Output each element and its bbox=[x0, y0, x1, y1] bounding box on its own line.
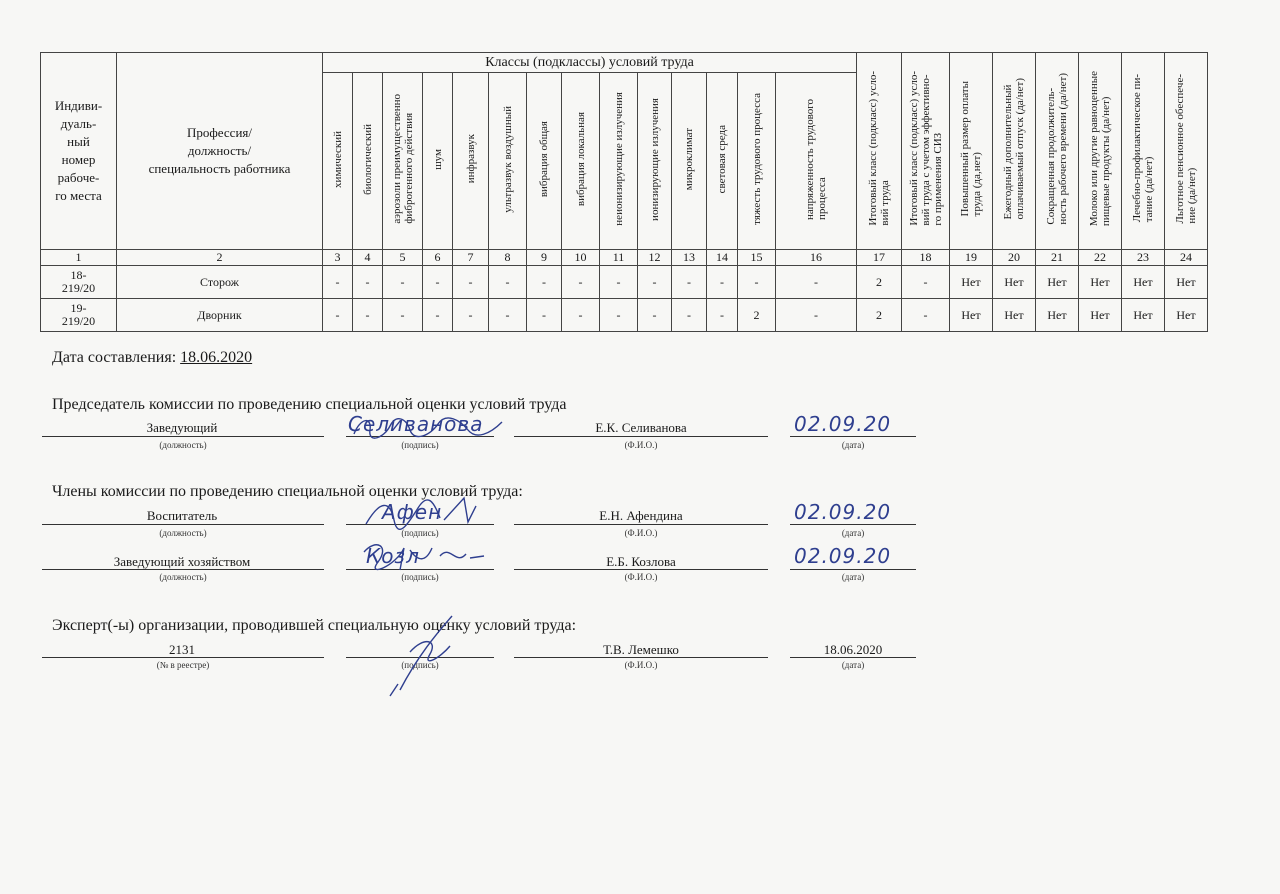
table-cell: - bbox=[423, 299, 453, 332]
expert-date-caption: (дата) bbox=[841, 660, 865, 670]
header-factor-2: аэрозоли преимущественно фиброгенного действия bbox=[383, 73, 423, 250]
table-cell: - bbox=[527, 299, 562, 332]
column-number: 12 bbox=[638, 250, 672, 266]
header-factor-0: химический bbox=[323, 73, 353, 250]
table-cell: Нет bbox=[1036, 266, 1079, 299]
member-1-signature-stroke bbox=[360, 494, 480, 534]
table-cell: - bbox=[562, 299, 600, 332]
header-workplace-id: Индиви- дуаль- ный номер рабоче- го места bbox=[41, 53, 117, 250]
table-cell: - bbox=[353, 299, 383, 332]
chairman-position-line bbox=[42, 436, 324, 437]
header-tail-5: Молоко или другие равноценные пищевые продукты (да/нет) bbox=[1079, 53, 1122, 250]
table-cell: - bbox=[353, 266, 383, 299]
chairman-date-caption: (дата) bbox=[841, 440, 865, 450]
header-tail-0: Итоговый класс (подкласс) усло- вий труда bbox=[857, 53, 902, 250]
table-cell: - bbox=[323, 299, 353, 332]
member-1-name-line bbox=[514, 524, 768, 525]
column-number: 23 bbox=[1122, 250, 1165, 266]
table-cell: - bbox=[383, 299, 423, 332]
member-2-signature-stroke bbox=[356, 536, 486, 576]
column-number: 19 bbox=[950, 250, 993, 266]
workplace-id-cell: 18- 219/20 bbox=[41, 266, 117, 299]
member-2-position-caption: (должность) bbox=[159, 572, 207, 582]
expert-name: Т.В. Лемешко bbox=[603, 642, 679, 657]
table-cell: Нет bbox=[993, 266, 1036, 299]
chairman-title: Председатель комиссии по проведению специальной оценки условий труда bbox=[52, 396, 567, 413]
member-1-date: 02.09.20 bbox=[794, 500, 892, 524]
table-cell: Нет bbox=[993, 299, 1036, 332]
table-cell: Нет bbox=[1165, 266, 1208, 299]
column-number: 8 bbox=[489, 250, 527, 266]
chairman-date: 02.09.20 bbox=[794, 412, 892, 436]
member-2-signature-caption: (подпись) bbox=[401, 572, 439, 582]
header-factor-7: вибрация локальная bbox=[562, 73, 600, 250]
member-2-name: Е.Б. Козлова bbox=[606, 554, 676, 569]
chairman-signature: Селиванова bbox=[348, 412, 484, 436]
column-number: 11 bbox=[600, 250, 638, 266]
table-cell: - bbox=[902, 299, 950, 332]
header-tail-1: Итоговый класс (подкласс) усло- вий труда с учетом эффективно- го применения СИЗ bbox=[902, 53, 950, 250]
header-factor-11: световая среда bbox=[707, 73, 738, 250]
table-cell: - bbox=[600, 299, 638, 332]
expert-registry: 2131 bbox=[169, 642, 195, 657]
table-cell: - bbox=[707, 266, 738, 299]
chairman-position-caption: (должность) bbox=[159, 440, 207, 450]
compilation-date-label: Дата составления: bbox=[52, 349, 177, 366]
table-cell: Нет bbox=[1079, 266, 1122, 299]
column-number: 22 bbox=[1079, 250, 1122, 266]
expert-registry-line bbox=[42, 657, 324, 658]
expert-registry-caption: (№ в реестре) bbox=[156, 660, 210, 670]
table-cell: 2 bbox=[857, 266, 902, 299]
table-cell: - bbox=[383, 266, 423, 299]
member-1-name: Е.Н. Афендина bbox=[599, 508, 683, 523]
table-cell: - bbox=[453, 266, 489, 299]
table-cell: - bbox=[562, 266, 600, 299]
table-cell: - bbox=[453, 299, 489, 332]
table-cell: - bbox=[776, 299, 857, 332]
table-cell: Нет bbox=[1036, 299, 1079, 332]
header-conditions-group: Классы (подклассы) условий труда bbox=[323, 53, 857, 73]
expert-date-line bbox=[790, 657, 916, 658]
expert-date: 18.06.2020 bbox=[823, 642, 883, 657]
column-number: 21 bbox=[1036, 250, 1079, 266]
column-number: 15 bbox=[738, 250, 776, 266]
table-cell: 2 bbox=[857, 299, 902, 332]
member-1-signature-caption: (подпись) bbox=[401, 528, 439, 538]
chairman-name-caption: (Ф.И.О.) bbox=[624, 440, 658, 450]
table-cell: - bbox=[902, 266, 950, 299]
table-cell: - bbox=[323, 266, 353, 299]
header-factor-12: тяжесть трудового процесса bbox=[738, 73, 776, 250]
table-row bbox=[41, 266, 1208, 299]
expert-name-caption: (Ф.И.О.) bbox=[624, 660, 658, 670]
table-cell: - bbox=[672, 299, 707, 332]
member-1-position-line bbox=[42, 524, 324, 525]
table-cell: Нет bbox=[1165, 299, 1208, 332]
table-cell: - bbox=[527, 266, 562, 299]
table-cell: - bbox=[672, 266, 707, 299]
table-cell: - bbox=[489, 299, 527, 332]
member-2-date-line bbox=[790, 569, 916, 570]
member-1-name-caption: (Ф.И.О.) bbox=[624, 528, 658, 538]
member-2-name-line bbox=[514, 569, 768, 570]
table-row bbox=[41, 299, 1208, 332]
table-cell: - bbox=[638, 299, 672, 332]
table-cell: Нет bbox=[1079, 299, 1122, 332]
header-tail-2: Повышенный размер оплаты труда (да,нет) bbox=[950, 53, 993, 250]
table-cell: Нет bbox=[950, 299, 993, 332]
table-cell: - bbox=[423, 266, 453, 299]
header-tail-4: Сокращенная продолжитель- ность рабочего времени (да/нет) bbox=[1036, 53, 1079, 250]
expert-name-line bbox=[514, 657, 768, 658]
member-2-position-line bbox=[42, 569, 324, 570]
column-number: 5 bbox=[383, 250, 423, 266]
member-2-date: 02.09.20 bbox=[794, 544, 892, 568]
table-cell: Нет bbox=[950, 266, 993, 299]
sout-results-table bbox=[40, 52, 1208, 332]
member-2-signature: Козл bbox=[366, 544, 420, 568]
header-factor-3: шум bbox=[423, 73, 453, 250]
table-cell: 2 bbox=[738, 299, 776, 332]
header-factor-6: вибрация общая bbox=[527, 73, 562, 250]
header-factor-10: микроклимат bbox=[672, 73, 707, 250]
column-number: 9 bbox=[527, 250, 562, 266]
member-1-position-caption: (должность) bbox=[159, 528, 207, 538]
members-title: Члены комиссии по проведению специальной оценки условий труда: bbox=[52, 483, 523, 500]
header-factor-5: ультразвук воздушный bbox=[489, 73, 527, 250]
table-cell: - bbox=[638, 266, 672, 299]
profession-cell: Сторож bbox=[117, 266, 323, 299]
header-factor-1: биологический bbox=[353, 73, 383, 250]
column-number: 18 bbox=[902, 250, 950, 266]
column-number: 16 bbox=[776, 250, 857, 266]
table-cell: - bbox=[738, 266, 776, 299]
expert-title: Эксперт(-ы) организации, проводившей специальную оценку условий труда: bbox=[52, 617, 577, 634]
header-tail-3: Ежегодный дополнительный оплачиваемый отпуск (да/нет) bbox=[993, 53, 1036, 250]
table-cell: Нет bbox=[1122, 266, 1165, 299]
member-1-date-line bbox=[790, 524, 916, 525]
table-cell: - bbox=[707, 299, 738, 332]
table-cell: - bbox=[600, 266, 638, 299]
column-number: 6 bbox=[423, 250, 453, 266]
chairman-name-line bbox=[514, 436, 768, 437]
chairman-name: Е.К. Селиванова bbox=[595, 420, 687, 435]
column-number: 14 bbox=[707, 250, 738, 266]
chairman-date-line bbox=[790, 436, 916, 437]
chairman-position: Заведующий bbox=[146, 420, 218, 435]
table-cell: Нет bbox=[1122, 299, 1165, 332]
header-tail-6: Лечебно-профилактическое пи- тание (да/нет) bbox=[1122, 53, 1165, 250]
column-number: 24 bbox=[1165, 250, 1208, 266]
column-number-row bbox=[41, 250, 1208, 266]
column-number: 1 bbox=[41, 250, 117, 266]
member-1-position: Воспитатель bbox=[146, 508, 218, 523]
header-tail-7: Льготное пенсионное обеспече- ние (да/нет) bbox=[1165, 53, 1208, 250]
table-cell: - bbox=[489, 266, 527, 299]
member-1-date-caption: (дата) bbox=[841, 528, 865, 538]
column-number: 20 bbox=[993, 250, 1036, 266]
column-number: 17 bbox=[857, 250, 902, 266]
header-factor-13: напряженность трудового процесса bbox=[776, 73, 857, 250]
compilation-date bbox=[52, 349, 252, 367]
column-number: 13 bbox=[672, 250, 707, 266]
profession-cell: Дворник bbox=[117, 299, 323, 332]
column-number: 10 bbox=[562, 250, 600, 266]
workplace-id-cell: 19- 219/20 bbox=[41, 299, 117, 332]
column-number: 2 bbox=[117, 250, 323, 266]
member-2-name-caption: (Ф.И.О.) bbox=[624, 572, 658, 582]
expert-signature-stroke bbox=[380, 612, 470, 698]
header-profession: Профессия/ должность/ специальность работника bbox=[117, 53, 323, 250]
compilation-date-value: 18.06.2020 bbox=[180, 349, 253, 366]
chairman-signature-caption: (подпись) bbox=[401, 440, 439, 450]
header-factor-8: неионизирующие излучения bbox=[600, 73, 638, 250]
table-cell: - bbox=[776, 266, 857, 299]
header-factor-4: инфразвук bbox=[453, 73, 489, 250]
header-factor-9: ионизирующие излучения bbox=[638, 73, 672, 250]
member-2-date-caption: (дата) bbox=[841, 572, 865, 582]
column-number: 3 bbox=[323, 250, 353, 266]
member-2-position: Заведующий хозяйством bbox=[113, 554, 251, 569]
column-number: 4 bbox=[353, 250, 383, 266]
member-1-signature: Афен bbox=[382, 500, 443, 524]
column-number: 7 bbox=[453, 250, 489, 266]
expert-signature-caption: (подпись) bbox=[401, 660, 439, 670]
chairman-signature-stroke bbox=[350, 408, 510, 444]
